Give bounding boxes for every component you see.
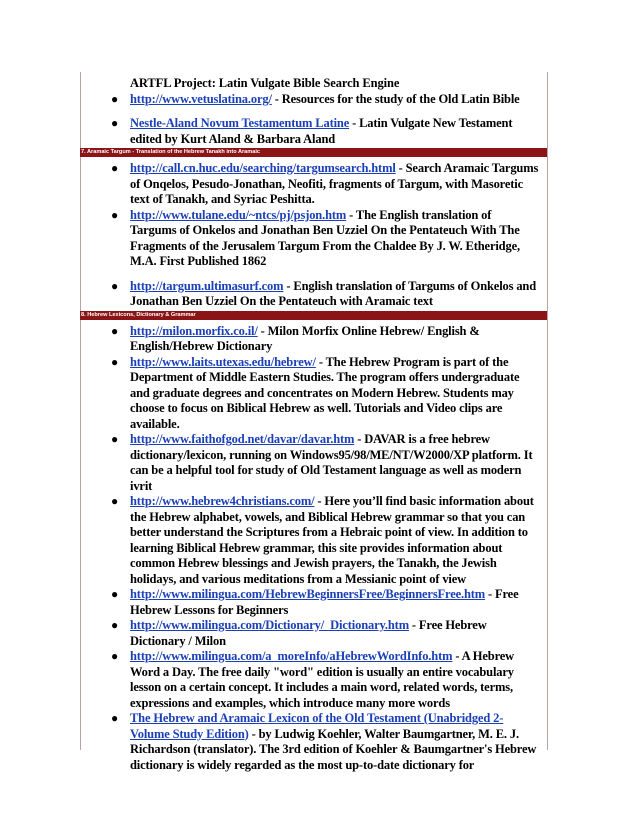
list-item (80, 618, 547, 649)
resource-link[interactable]: http://www.laits.utexas.edu/hebrew/ (130, 354, 316, 369)
resource-description: - Free Hebrew Lessons for Beginners (130, 587, 519, 617)
resource-link[interactable]: http://www.milingua.com/a_moreInfo/aHebrewWordInfo.htm (130, 649, 453, 663)
bullet-icon: ● (111, 649, 119, 663)
bullet-icon: ● (111, 161, 119, 175)
resource-description: - The Hebrew Program is part of the Department of Middle Eastern Studies. The program offers undergraduate and graduate degrees and concentrates on Modern Hebrew. Students may choose to focus on Biblical Hebrew as well. Tutorials and Video clips are available. (130, 354, 520, 431)
resource-link[interactable]: http://www.hebrew4christians.com/ (130, 494, 315, 508)
intro-line: ARTFL Project: Latin Vulgate Bible Search Engine (130, 76, 400, 90)
list-item (80, 324, 547, 355)
resource-link[interactable]: http://www.faithofgod.net/davar/davar.htm (130, 432, 355, 446)
resource-link[interactable]: http://targum.ultimasurf.com (130, 278, 284, 293)
list-item (80, 208, 547, 270)
resource-link[interactable]: http://www.milingua.com/HebrewBeginnersFree/BeginnersFree.htm (130, 587, 486, 601)
resource-description: - Resources for the study of the Old Latin Bible (271, 91, 520, 106)
document-content (80, 76, 547, 773)
resource-description: - Here you’ll find basic information about the Hebrew alphabet, vowels, and Biblical Hebrew grammar so that you can better understand the Scriptures from a Hebraic point of view. In addition to learning Biblical Hebrew grammar, this site provides information about common Hebrew blessings and Jewish prayers, the Tanakh, the Jewish holidays, and various meditations from a Messianic point of view (130, 494, 534, 586)
resource-description: - Search Aramaic Targums of Onqelos, Pesudo-Jonathan, Neofiti, fragments of Targum, with Masoretic text of Tanakh, and Syriac Peshitta. (130, 161, 539, 206)
resource-description: - The English translation of Targums of Onkelos and Jonathan Ben Uzziel On the Pentateuch With The Fragments of the Jerusalem Targum From the Chaldee By J. W. Etheridge, M.A. First Published 1862 (130, 207, 520, 268)
resource-description: - Milon Morfix Online Hebrew/ English & English/Hebrew Dictionary (130, 323, 480, 353)
resource-list-hebrew (80, 324, 547, 774)
resource-description: - A Hebrew Word a Day. The free daily "word" edition is usually an entire vocabulary lesson on a certain concept. It includes a main word, related words, terms, expressions and examples, which introduce many more words (130, 649, 515, 710)
bullet-icon: ● (111, 587, 119, 601)
resource-link[interactable]: The Hebrew and Aramaic Lexicon of the Old Testament (Unabridged 2-Volume Study Edition) (130, 711, 504, 741)
list-item (80, 161, 547, 208)
resource-link[interactable]: http://www.tulane.edu/~ntcs/pj/psjon.htm (130, 207, 347, 222)
bullet-icon: ● (111, 91, 119, 106)
list-item (80, 355, 547, 433)
list-item (80, 432, 547, 494)
resource-list-targum (80, 161, 547, 310)
list-item (80, 649, 547, 711)
bullet-icon: ● (111, 618, 119, 632)
list-item (80, 116, 547, 147)
resource-link[interactable]: http://milon.morfix.co.il/ (130, 323, 258, 338)
list-item (80, 711, 547, 773)
resource-link[interactable]: http://call.cn.huc.edu/searching/targumsearch.html (130, 161, 396, 175)
bullet-icon: ● (111, 711, 119, 725)
resource-list-latin (80, 92, 547, 148)
bullet-icon: ● (111, 207, 119, 222)
bullet-icon: ● (111, 278, 119, 293)
section-header-aramaic-targum: 7. Aramaic Targum - Translation of the Hebrew Tanakh into Aramaic (80, 148, 547, 157)
bullet-icon: ● (111, 354, 119, 369)
list-item (80, 494, 547, 587)
resource-description: - DAVAR is a free hebrew dictionary/lexicon, running on Windows95/98/ME/NT/W2000/XP platform. It can be a helpful tool for study of Old Testament language as well as modern ivrit (130, 432, 533, 493)
section-header-hebrew-lexicons: 8. Hebrew Lexicons, Dictionary & Grammar (80, 311, 547, 320)
bullet-icon: ● (111, 432, 119, 446)
resource-description: - Latin Vulgate New Testament edited by Kurt Aland & Barbara Aland (130, 116, 513, 146)
resource-link[interactable]: Nestle-Aland Novum Testamentum Latine (130, 116, 350, 130)
resource-link[interactable]: http://www.vetuslatina.org/ (130, 91, 272, 106)
list-item (80, 587, 547, 618)
list-item (80, 279, 547, 310)
bullet-icon: ● (111, 494, 119, 508)
resource-description: - by Ludwig Koehler, Walter Baumgartner, M. E. J. Richardson (translator). The 3rd edition of Koehler & Baumgartner's Hebrew dictionary is widely regarded as the most up-to-date dictionary for (130, 726, 537, 772)
bullet-icon: ● (111, 116, 119, 130)
resource-description: - English translation of Targums of Onkelos and Jonathan Ben Uzziel On the Pentateuch with Aramaic text (130, 278, 537, 308)
bullet-icon: ● (111, 323, 119, 338)
list-item (80, 92, 547, 108)
resource-description: - Free Hebrew Dictionary / Milon (130, 618, 487, 648)
resource-link[interactable]: http://www.milingua.com/Dictionary/_Dictionary.htm (130, 618, 409, 632)
